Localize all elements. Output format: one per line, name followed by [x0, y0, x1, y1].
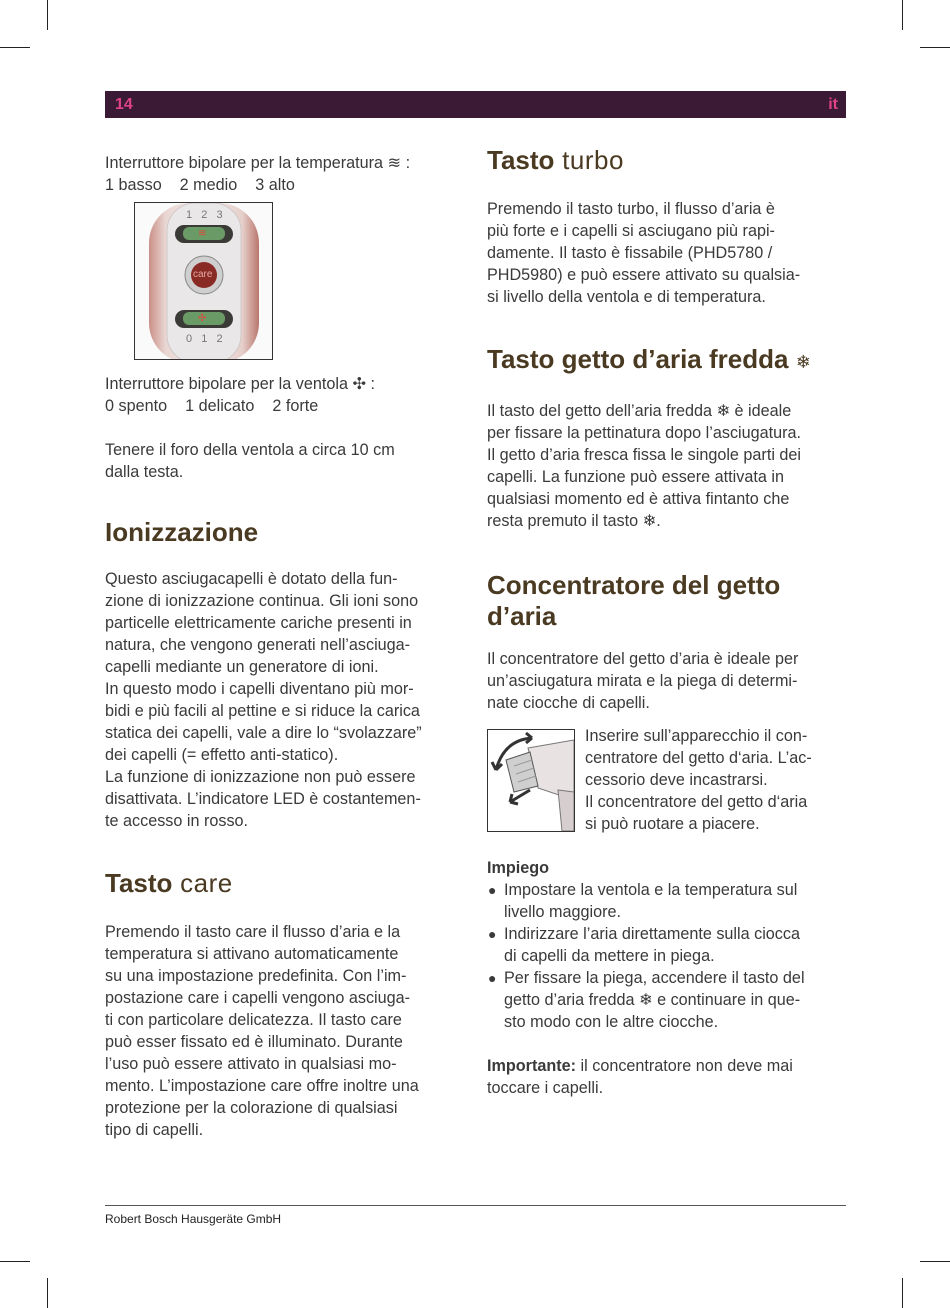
- concentrator-intro: Il concentratore del getto d’aria è ideale per un’asciugatura mirata e la piega di determi- nate ciocche di capelli.: [487, 650, 799, 712]
- usage-section: [487, 857, 847, 1099]
- crop-mark: [47, 0, 48, 30]
- ionization-body: Questo asciugacapelli è dotato della fun- zione di ionizzazione continua. Gli ioni sono particelle elettricamente cariche presenti in natura, che vengono generati nell’asciuga- capelli mediante un generatore di ioni. In questo modo i capelli diventano più mor- bidi e più facili al pettine e si riduce la carica statica dei capelli, vale a dire lo “svolazzare” dei capelli (= effetto anti-statico). La funzione di ionizzazione non può essere disattivata. L’indicatore LED è costantemen- te accesso in rosso.: [105, 570, 422, 830]
- usage-list: [487, 879, 847, 1033]
- dryer-control-panel-figure: [134, 202, 273, 360]
- cold-shot-body: Il tasto del getto dell’aria fredda ❄ è ideale per fissare la pettinatura dopo l’asciugatura. Il getto d’aria fresca fissa le singole parti dei capelli. La funzione può essere attivata in qualsiasi momento ed è attiva fintanto che resta premuto il tasto ❄.: [487, 402, 802, 530]
- crop-mark: [902, 1278, 903, 1308]
- left-column: [105, 152, 465, 196]
- list-item: ● Indirizzare l’aria direttamente sulla ciocca di capelli da mettere in piega.: [488, 925, 800, 965]
- care-button-label: care: [193, 269, 213, 280]
- page-number: 14: [115, 96, 133, 113]
- important-note: Importante: il concentratore non deve mai toccare i capelli.: [487, 1057, 793, 1097]
- snowflake-icon: ❄: [716, 402, 731, 420]
- fan-icon: ✣: [198, 313, 207, 324]
- concentrator-heading: Concentratore del getto d’aria: [487, 570, 781, 631]
- concentrator-figure: [487, 729, 575, 832]
- turbo-heading: Tasto turbo: [487, 145, 624, 175]
- crop-mark: [47, 1278, 48, 1308]
- fan-icon: ✣: [352, 375, 367, 393]
- temp-levels: 1 basso 2 medio 3 alto: [105, 176, 295, 194]
- fan-scale-label: 0 1 2: [186, 333, 224, 345]
- list-item: ● Impostare la ventola e la temperatura sul livello maggiore.: [488, 881, 798, 921]
- concentrator-fig-text-wrap: [585, 725, 847, 835]
- cold-shot-heading: Tasto getto d’aria fredda ❄: [487, 344, 811, 374]
- bullet-icon: ●: [488, 882, 497, 898]
- care-body: Premendo il tasto care il flusso d’aria e la temperatura si attivano automaticamente su una impostazione predefinita. Con l’im- postazione care i capelli vengono asciuga- ti con particolare delicatezza. Il tasto care può esser fissato ed è illuminato. Durante l’uso può essere attivato in qualsiasi mo- mento. L’impostazione care offre inoltre una protezione per la colorazione di qualsiasi tipo di capelli.: [105, 923, 419, 1139]
- fan-switch-text: Interruttore bipolare per la ventola ✣ :: [105, 375, 376, 393]
- header-bar: [105, 91, 846, 118]
- distance-text: Tenere il foro della ventola a circa 10 cm dalla testa.: [105, 441, 395, 481]
- temp-scale-label: 1 2 3: [186, 209, 224, 221]
- bullet-icon: ●: [488, 970, 497, 986]
- concentrator-fig-text: Inserire sull’apparecchio il con- centratore del getto d‘aria. L’ac- cessorio deve incastrarsi. Il concentratore del getto d‘aria si può ruotare a piacere.: [585, 727, 812, 833]
- crop-mark: [920, 47, 950, 48]
- snowflake-icon: ❄: [639, 991, 653, 1009]
- crop-mark: [902, 0, 903, 30]
- footer-company: Robert Bosch Hausgeräte GmbH: [105, 1212, 282, 1226]
- turbo-body: Premendo il tasto turbo, il flusso d’aria è più forte e i capelli si asciugano più rapi- damente. Il tasto è fissabile (PHD5780 / PHD5980) e può essere attivato su qualsia- si livello della ventola e di temperatura.: [487, 200, 801, 306]
- right-column: [487, 145, 847, 714]
- heat-icon: ≋: [198, 228, 207, 239]
- heat-waves-icon: ≋: [387, 154, 402, 172]
- ionization-heading: Ionizzazione: [105, 517, 259, 547]
- snowflake-icon: ❄: [642, 512, 657, 530]
- hairdryer-drawing: [488, 730, 574, 831]
- list-item: ● Per fissare la piega, accendere il tasto del getto d’aria fredda ❄ e continuare in que- sto modo con le altre ciocche.: [488, 969, 805, 1031]
- crop-mark: [920, 1261, 950, 1262]
- crop-mark: [0, 1261, 30, 1262]
- fan-levels: 0 spento 1 delicato 2 forte: [105, 397, 319, 415]
- language-code: it: [828, 96, 838, 113]
- usage-heading: Impiego: [487, 859, 550, 877]
- snowflake-icon: ❄: [795, 352, 811, 372]
- crop-mark: [0, 47, 30, 48]
- bullet-icon: ●: [488, 926, 497, 942]
- care-heading: Tasto care: [105, 868, 233, 898]
- left-column-lower: [105, 373, 465, 1141]
- temp-switch-text: Interruttore bipolare per la temperatura ≋ :: [105, 154, 411, 172]
- footer-divider: [105, 1205, 846, 1206]
